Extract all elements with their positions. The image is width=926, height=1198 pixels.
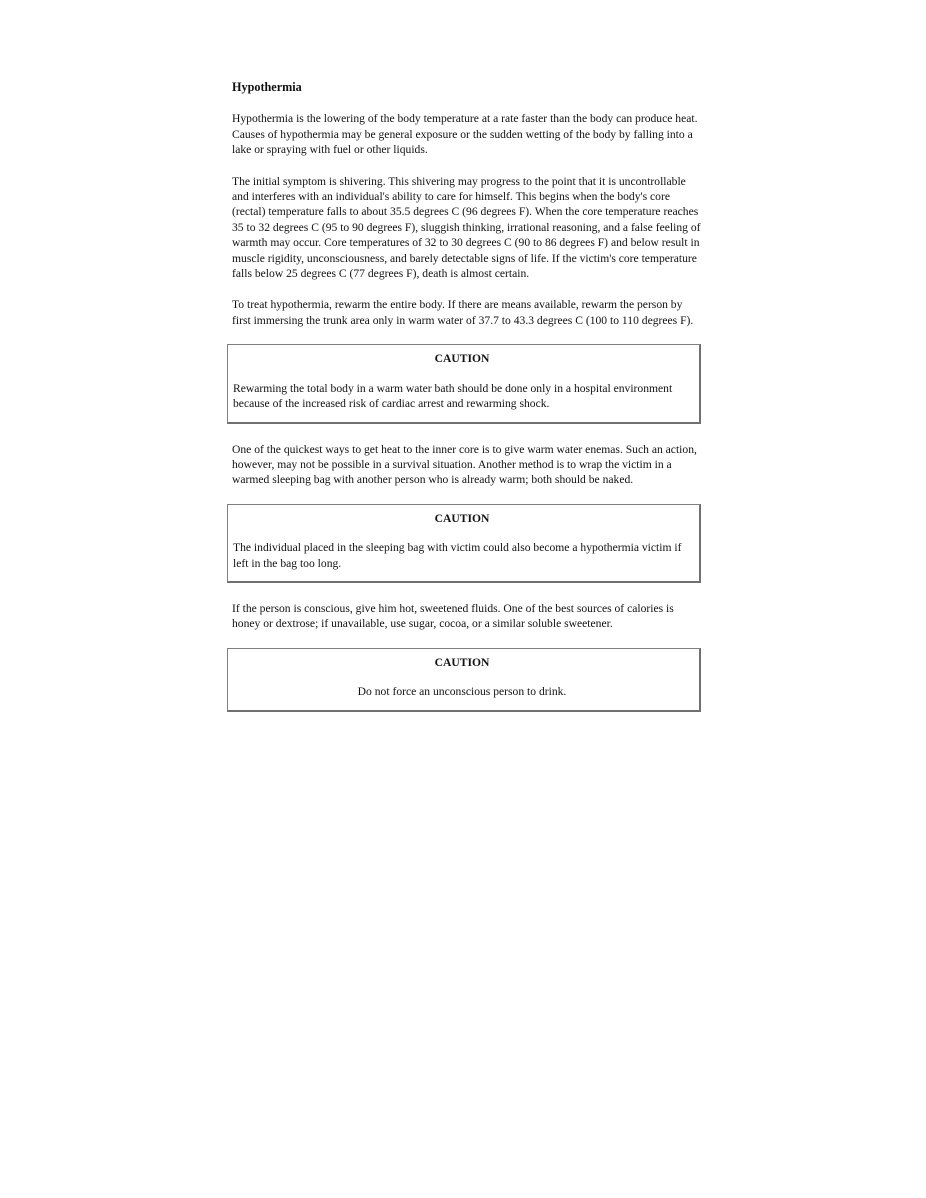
caution-heading: CAUTION [434,655,490,669]
caution-box-rewarming [227,344,701,423]
caution-box-sleeping-bag [227,504,701,583]
paragraph-core-heat: One of the quickest ways to get heat to the inner core is to give warm water enemas. Such an action, however, may not be possible in a survival situation. Another method is to wrap the victim in a warmed sleeping bag with another person who is already warm; both should be naked. [232,442,697,487]
paragraph-definition: Hypothermia is the lowering of the body temperature at a rate faster than the body can produce heat. Causes of hypothermia may be general exposure or the sudden wetting of the body by falling into a lake or spraying with fuel or other liquids. [232,112,698,157]
document-page [232,80,702,730]
paragraph-treatment: To treat hypothermia, rewarm the entire body. If there are means available, rewarm the person by first immersing the trunk area only in warm water of 37.7 to 43.3 degrees C (100 to 110 degrees F). [232,298,694,327]
caution-box-unconscious [227,648,701,712]
caution-text: The individual placed in the sleeping bag with victim could also become a hypothermia victim if left in the bag too long. [233,541,682,570]
paragraph-symptoms: The initial symptom is shivering. This shivering may progress to the point that it is uncontrollable and interferes with an individual's ability to care for himself. This begins when the body's core (rectal) temperature falls to about 35.5 degrees C (96 degrees F). When the core temperature reaches 35 to 32 degrees C (95 to 90 degrees F), sluggish thinking, irrational reasoning, and a false feeling of warmth may occur. Core temperatures of 32 to 30 degrees C (90 to 86 degrees F) and below result in muscle rigidity, unconsciousness, and barely detectable signs of life. If the victim's core temperature falls below 25 degrees C (77 degrees F), death is almost certain. [232,174,701,281]
section-title: Hypothermia [232,80,302,94]
caution-text: Rewarming the total body in a warm water bath should be done only in a hospital environment because of the increased risk of cardiac arrest and rewarming shock. [233,381,673,411]
caution-heading: CAUTION [434,511,490,525]
caution-text: Do not force an unconscious person to drink. [357,685,567,699]
caution-heading: CAUTION [434,352,490,366]
paragraph-fluids: If the person is conscious, give him hot, sweetened fluids. One of the best sources of calories is honey or dextrose; if unavailable, use sugar, cocoa, or a similar soluble sweetener. [232,601,674,631]
